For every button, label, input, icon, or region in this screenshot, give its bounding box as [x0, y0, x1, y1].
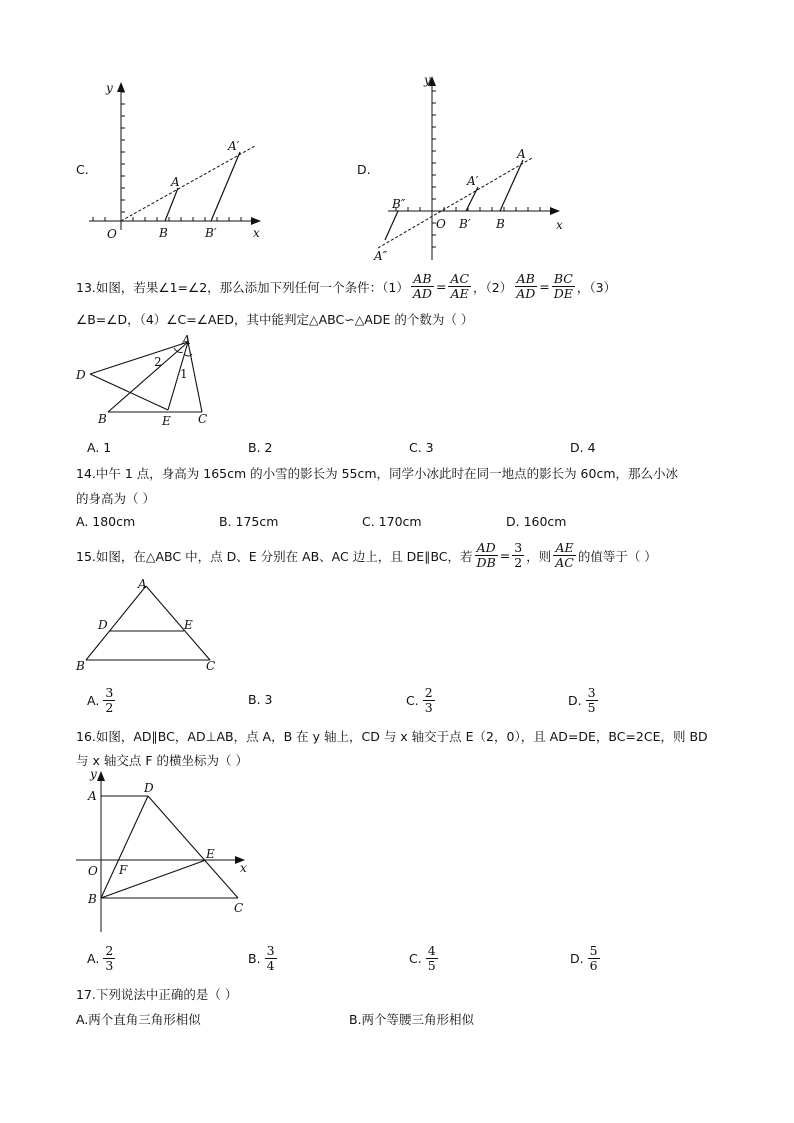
- q15-ratio-ad-db: $\frac{AD}{DB}$: [476, 540, 496, 570]
- q16-line1: 16.如图，AD∥BC，AD⊥AB，点 A，B 在 y 轴上，CD 与 x 轴交于点 E（2，0），且 AD=DE，BC=2CE，则 BD: [76, 729, 708, 744]
- label-bp: B′: [205, 226, 217, 240]
- q15-ratio-ae-ac: $\frac{AE}{AC}$: [555, 540, 574, 570]
- q16-option-a[interactable]: A. $\frac{2}{3}$: [87, 943, 114, 973]
- q13-sep2: ，（2）: [473, 279, 513, 295]
- label-x: x: [253, 226, 260, 240]
- segment-appbpp: [385, 211, 398, 240]
- q15-given-fraction: $\frac{3}{2}$: [514, 540, 523, 570]
- label-d: D: [98, 618, 108, 632]
- label-a: A: [517, 147, 526, 161]
- q14-line1: 14.中午 1 点，身高为 165cm 的小雪的影长为 55cm，同学小冰此时在同一地点的影长为 60cm，那么小冰: [76, 466, 678, 481]
- segment-apbp: [211, 152, 240, 221]
- q17-stem: 17.下列说法中正确的是（ ）: [76, 987, 238, 1002]
- label-d: D: [76, 368, 86, 382]
- equals: =: [539, 279, 550, 294]
- label-x: x: [240, 861, 247, 875]
- q13-option-b[interactable]: B. 2: [248, 440, 273, 455]
- option-c-label[interactable]: C.: [76, 162, 89, 177]
- q14-option-d[interactable]: D. 160cm: [506, 514, 567, 529]
- label-y: y: [106, 81, 113, 95]
- q14-line2: 的身高为（ ）: [76, 491, 155, 506]
- x-ticks: [93, 217, 241, 221]
- equals: =: [499, 548, 511, 563]
- label-ap: A′: [228, 139, 240, 153]
- q13-sep3: ，（3）: [576, 279, 617, 295]
- figure-q12-d: [370, 70, 570, 265]
- label-bpp: B″: [392, 197, 406, 211]
- label-2: 2: [154, 355, 162, 369]
- label-b: B: [496, 217, 505, 231]
- q15-option-d[interactable]: D. $\frac{3}{5}$: [568, 685, 596, 715]
- q13-line1: [76, 272, 616, 301]
- q13-option-a[interactable]: A. 1: [87, 440, 112, 455]
- q16-option-c[interactable]: C. $\frac{4}{5}$: [409, 943, 436, 973]
- label-e: E: [184, 618, 193, 632]
- label-b: B: [76, 659, 85, 673]
- q13-option-c[interactable]: C. 3: [409, 440, 434, 455]
- label-c: C: [234, 901, 244, 915]
- label-o: O: [436, 217, 446, 231]
- figure-q16: [76, 766, 266, 938]
- label-1: 1: [180, 367, 188, 381]
- q15-option-b[interactable]: B. 3: [248, 692, 273, 707]
- figure-q12-c: [85, 80, 275, 245]
- q15-line1: [76, 541, 657, 570]
- label-y: y: [90, 767, 97, 781]
- q13-option-d[interactable]: D. 4: [570, 440, 596, 455]
- q16-line2: 与 x 轴交点 F 的横坐标为（ ）: [76, 753, 248, 768]
- q17-option-a[interactable]: A.两个直角三角形相似: [76, 1012, 201, 1027]
- y-ticks: [121, 92, 125, 212]
- dashed-ray: [121, 146, 255, 221]
- label-c: C: [206, 659, 216, 673]
- label-a: A: [182, 333, 191, 347]
- q15-suffix: 的值等于（ ）: [577, 548, 657, 564]
- figure-q13: [70, 332, 220, 432]
- equals: =: [435, 279, 447, 294]
- q16-option-b[interactable]: B. $\frac{3}{4}$: [248, 943, 275, 973]
- q15-option-c[interactable]: C. $\frac{2}{3}$: [406, 685, 433, 715]
- q14-option-c[interactable]: C. 170cm: [362, 514, 422, 529]
- q15-prefix: 15.如图，在△ABC 中，点 D、E 分别在 AB、AC 边上，且 DE∥BC，若: [76, 548, 473, 564]
- segment-ab: [500, 160, 523, 211]
- y-axis-arrow: [97, 771, 105, 781]
- label-x: x: [556, 218, 563, 232]
- label-b: B: [159, 226, 168, 240]
- x-axis-arrow: [251, 217, 261, 225]
- label-d: D: [144, 781, 154, 795]
- q14-option-a[interactable]: A. 180cm: [76, 514, 136, 529]
- label-y: y: [424, 73, 431, 87]
- q15-option-a[interactable]: A. $\frac{3}{2}$: [87, 685, 114, 715]
- q14-option-b[interactable]: B. 175cm: [219, 514, 279, 529]
- label-app: A″: [374, 249, 388, 263]
- label-ap: A′: [467, 174, 479, 188]
- q15-mid: ，则: [526, 548, 552, 564]
- label-c: C: [198, 412, 208, 426]
- q16-option-d[interactable]: D. $\frac{5}{6}$: [570, 943, 598, 973]
- q17-option-b[interactable]: B.两个等腰三角形相似: [349, 1012, 475, 1027]
- label-a: A: [88, 789, 97, 803]
- label-a: A: [138, 577, 147, 591]
- label-b: B: [88, 892, 97, 906]
- label-o: O: [88, 864, 98, 878]
- q13-cond1-right: $\frac{AC}{AE}$: [450, 271, 470, 301]
- label-f: F: [119, 863, 128, 877]
- label-b: B: [98, 412, 107, 426]
- q13-cond2-left: $\frac{AB}{AD}$: [516, 271, 536, 301]
- label-bp: B′: [459, 217, 471, 231]
- q13-cond1-left: $\frac{AB}{AD}$: [412, 271, 432, 301]
- label-e: E: [206, 847, 215, 861]
- q13-line2: ∠B=∠D，（4）∠C=∠AED，其中能判定△ABC∽△ADE 的个数为（ ）: [76, 312, 474, 327]
- label-a: A: [171, 175, 180, 189]
- option-d-label[interactable]: D.: [357, 162, 371, 177]
- q13-cond2-right: $\frac{BC}{DE}$: [553, 271, 573, 301]
- figure-q15: [72, 576, 222, 674]
- x-axis-arrow: [550, 207, 560, 215]
- y-axis-arrow: [117, 82, 125, 92]
- q13-prefix: 13.如图，若果∠1=∠2，那么添加下列任何一个条件：（1）: [76, 279, 409, 295]
- label-o: O: [107, 227, 117, 241]
- label-e: E: [162, 414, 171, 428]
- segment-apbp: [466, 187, 478, 211]
